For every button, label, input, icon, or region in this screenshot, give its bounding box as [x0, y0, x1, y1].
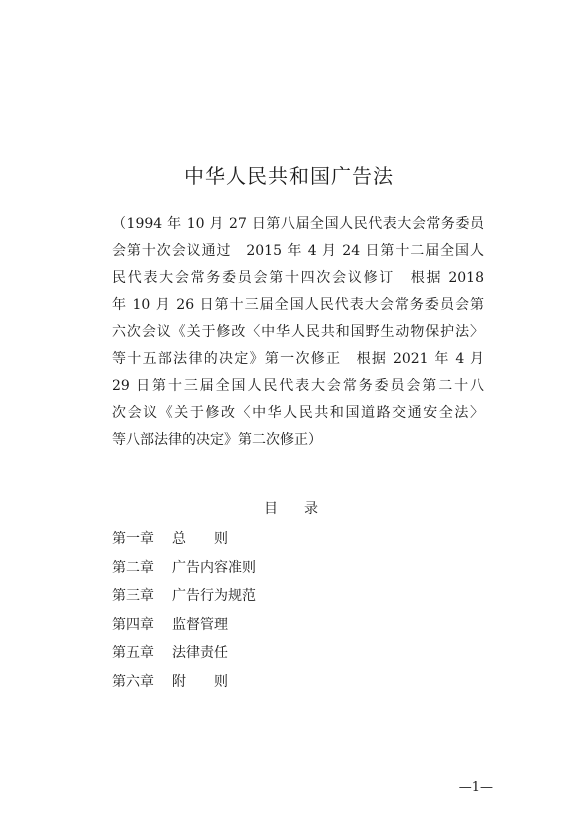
preamble-line: 等八部法律的决定》第二次修正）	[112, 432, 322, 448]
toc-chapter-number: 第六章	[112, 673, 154, 690]
toc-entry	[112, 584, 256, 613]
toc-chapter-number: 第二章	[112, 559, 154, 576]
toc-heading-char: 录	[304, 501, 318, 517]
toc-chapter-number: 第三章	[112, 588, 154, 604]
toc-chapter-name: 广告内容准则	[172, 559, 256, 576]
toc-entry	[112, 670, 256, 699]
preamble-line: （1994 年 10 月 27 日第八届全国人民代表大会常务委员	[112, 216, 484, 232]
toc-heading-char: 目	[264, 501, 278, 517]
legislative-history-note	[112, 211, 484, 454]
preamble-line: 会第十次会议通过 2015 年 4 月 24 日第十二届全国人	[112, 243, 484, 259]
toc-chapter-number: 第一章	[112, 531, 154, 547]
preamble-line: 等十五部法律的决定》第一次修正 根据 2021 年 4 月	[112, 351, 484, 367]
toc-entry	[112, 613, 256, 642]
preamble-line: 年 10 月 26 日第十三届全国人民代表大会常务委员会第	[112, 297, 484, 313]
toc-entry	[112, 641, 256, 670]
preamble-line: 次会议《关于修改〈中华人民共和国道路交通安全法〉	[112, 405, 484, 421]
toc-chapter-number: 第四章	[112, 616, 154, 633]
table-of-contents	[112, 527, 256, 698]
toc-chapter-name: 法律责任	[172, 645, 228, 661]
toc-entry	[112, 527, 256, 556]
page-number: —1—	[458, 780, 493, 795]
preamble-line: 六次会议《关于修改〈中华人民共和国野生动物保护法〉	[112, 324, 484, 340]
toc-chapter-number: 第五章	[112, 645, 154, 661]
toc-chapter-name: 总 则	[172, 531, 228, 547]
toc-chapter-name: 附 则	[172, 673, 228, 690]
table-of-contents-heading	[264, 498, 318, 518]
preamble-line: 29 日第十三届全国人民代表大会常务委员会第二十八	[112, 378, 484, 394]
preamble-line: 民代表大会常务委员会第十四次会议修订 根据 2018	[112, 270, 484, 286]
toc-chapter-name: 监督管理	[172, 616, 228, 633]
toc-chapter-name: 广告行为规范	[172, 588, 256, 604]
toc-entry	[112, 556, 256, 585]
document-title: 中华人民共和国广告法	[184, 164, 394, 188]
